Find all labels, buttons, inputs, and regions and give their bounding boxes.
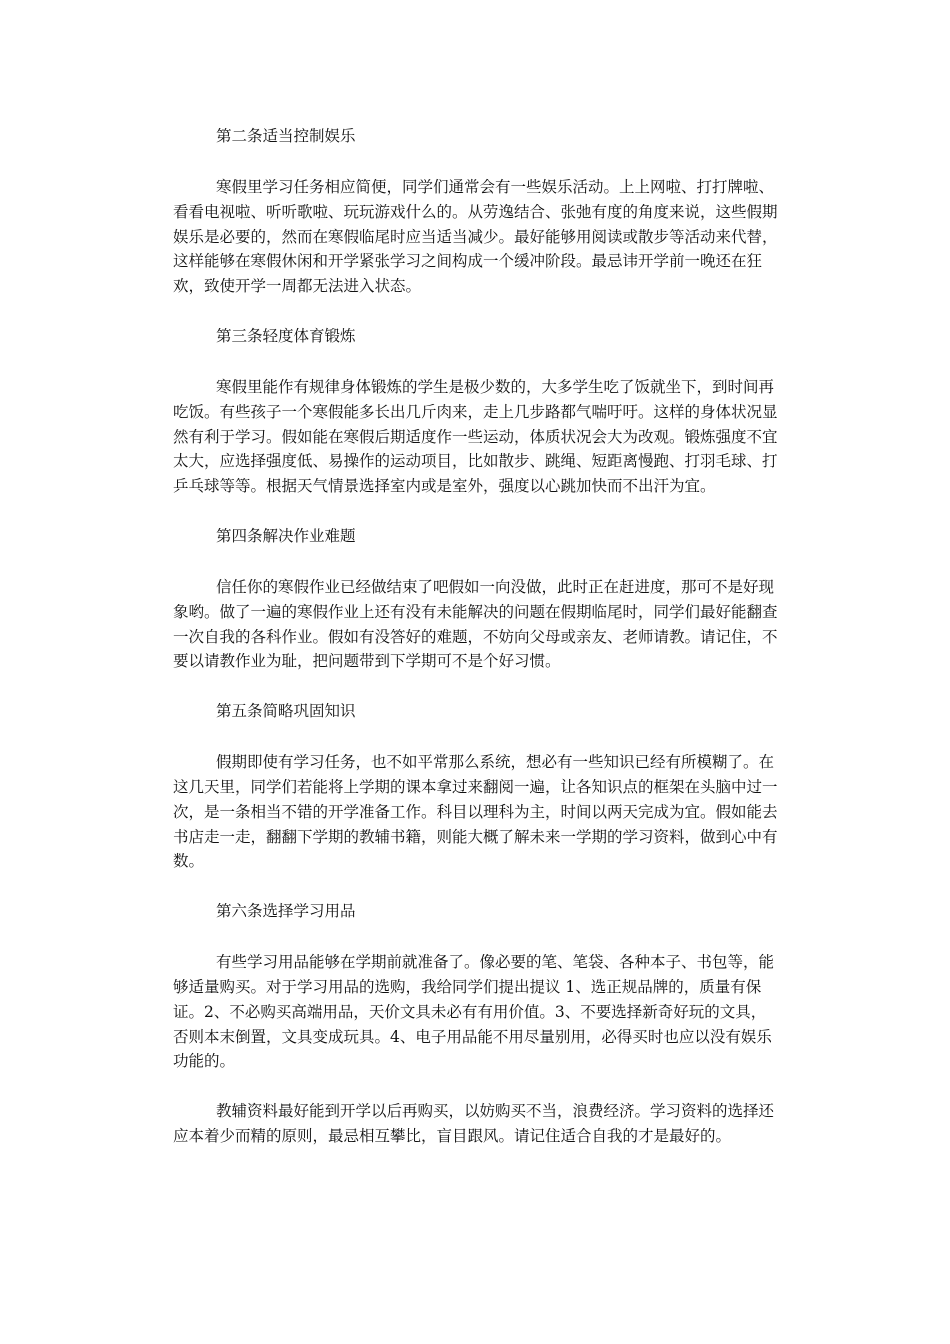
section-heading: 第六条选择学习用品 [216, 902, 356, 921]
section-heading: 第三条轻度体育锻炼 [216, 326, 356, 345]
section-paragraph: 教辅资料最好能到开学以后再购买，以妨购买不当，浪费经济。学习资料的选择还应本着少而精的原则，最忌相互攀比，盲目跟风。请记住适合自我的才是最好的。 [173, 1102, 775, 1145]
section-paragraph: 寒假里能作有规律身体锻炼的学生是极少数的，大多学生吃了饭就坐下，到时间再吃饭。有些孩子一个寒假能多长出几斤肉来，走上几步路都气喘吁吁。这样的身体状况显然有利于学习。假如能在寒假后期适度作一些运动，体质状况会大为改观。锻炼强度不宜太大，应选择强度低、易操作的运动项目，比如散步、跳绳、短距离慢跑、打羽毛球、打乒乓球等等。根据天气情景选择室内或是室外，强度以心跳加快而不出汗为宜。 [173, 377, 778, 496]
section-paragraph: 信任你的寒假作业已经做结束了吧假如一向没做，此时正在赶进度，那可不是好现象哟。做了一遍的寒假作业上还有没有未能解决的问题在假期临尾时，同学们最好能翻查一次自我的各科作业。假如有没答好的难题，不妨向父母或亲友、老师请教。请记住，不要以请教作业为耻，把问题带到下学期可不是个好习惯。 [173, 577, 778, 671]
section-paragraph: 假期即使有学习任务，也不如平常那么系统，想必有一些知识已经有所模糊了。在这几天里，同学们若能将上学期的课本拿过来翻阅一遍，让各知识点的框架在头脑中过一次，是一条相当不错的开学准备工作。科目以理科为主，时间以两天完成为宜。假如能去书店走一走，翻翻下学期的教辅书籍，则能大概了解未来一学期的学习资料，做到心中有数。 [173, 753, 778, 871]
section-paragraph: 有些学习用品能够在学期前就准备了。像必要的笔、笔袋、各种本子、书包等，能够适量购买。对于学习用品的选购，我给同学们提出提议 1、选正规品牌的，质量有保证。2、不必购买高端用品，天价文具未必有有用价值。3、不要选择新奇好玩的文具，否则本末倒置，文具变成玩具。4、电子用品能不用尽量别用，必得买时也应以没有娱乐功能的。 [173, 953, 775, 1071]
section-heading: 第五条简略巩固知识 [216, 702, 356, 721]
section-heading: 第四条解决作业难题 [216, 526, 356, 545]
section-paragraph: 寒假里学习任务相应简便，同学们通常会有一些娱乐活动。上上网啦、打打牌啦、看看电视啦、听听歌啦、玩玩游戏什么的。从劳逸结合、张弛有度的角度来说，这些假期娱乐是必要的，然而在寒假临尾时应当适当减少。最好能够用阅读或散步等活动来代替，这样能够在寒假休闲和开学紧张学习之间构成一个缓冲阶段。最忌讳开学前一晚还在狂欢，致使开学一周都无法进入状态。 [173, 178, 778, 296]
document-body [173, 124, 781, 1149]
section-heading: 第二条适当控制娱乐 [216, 127, 356, 145]
